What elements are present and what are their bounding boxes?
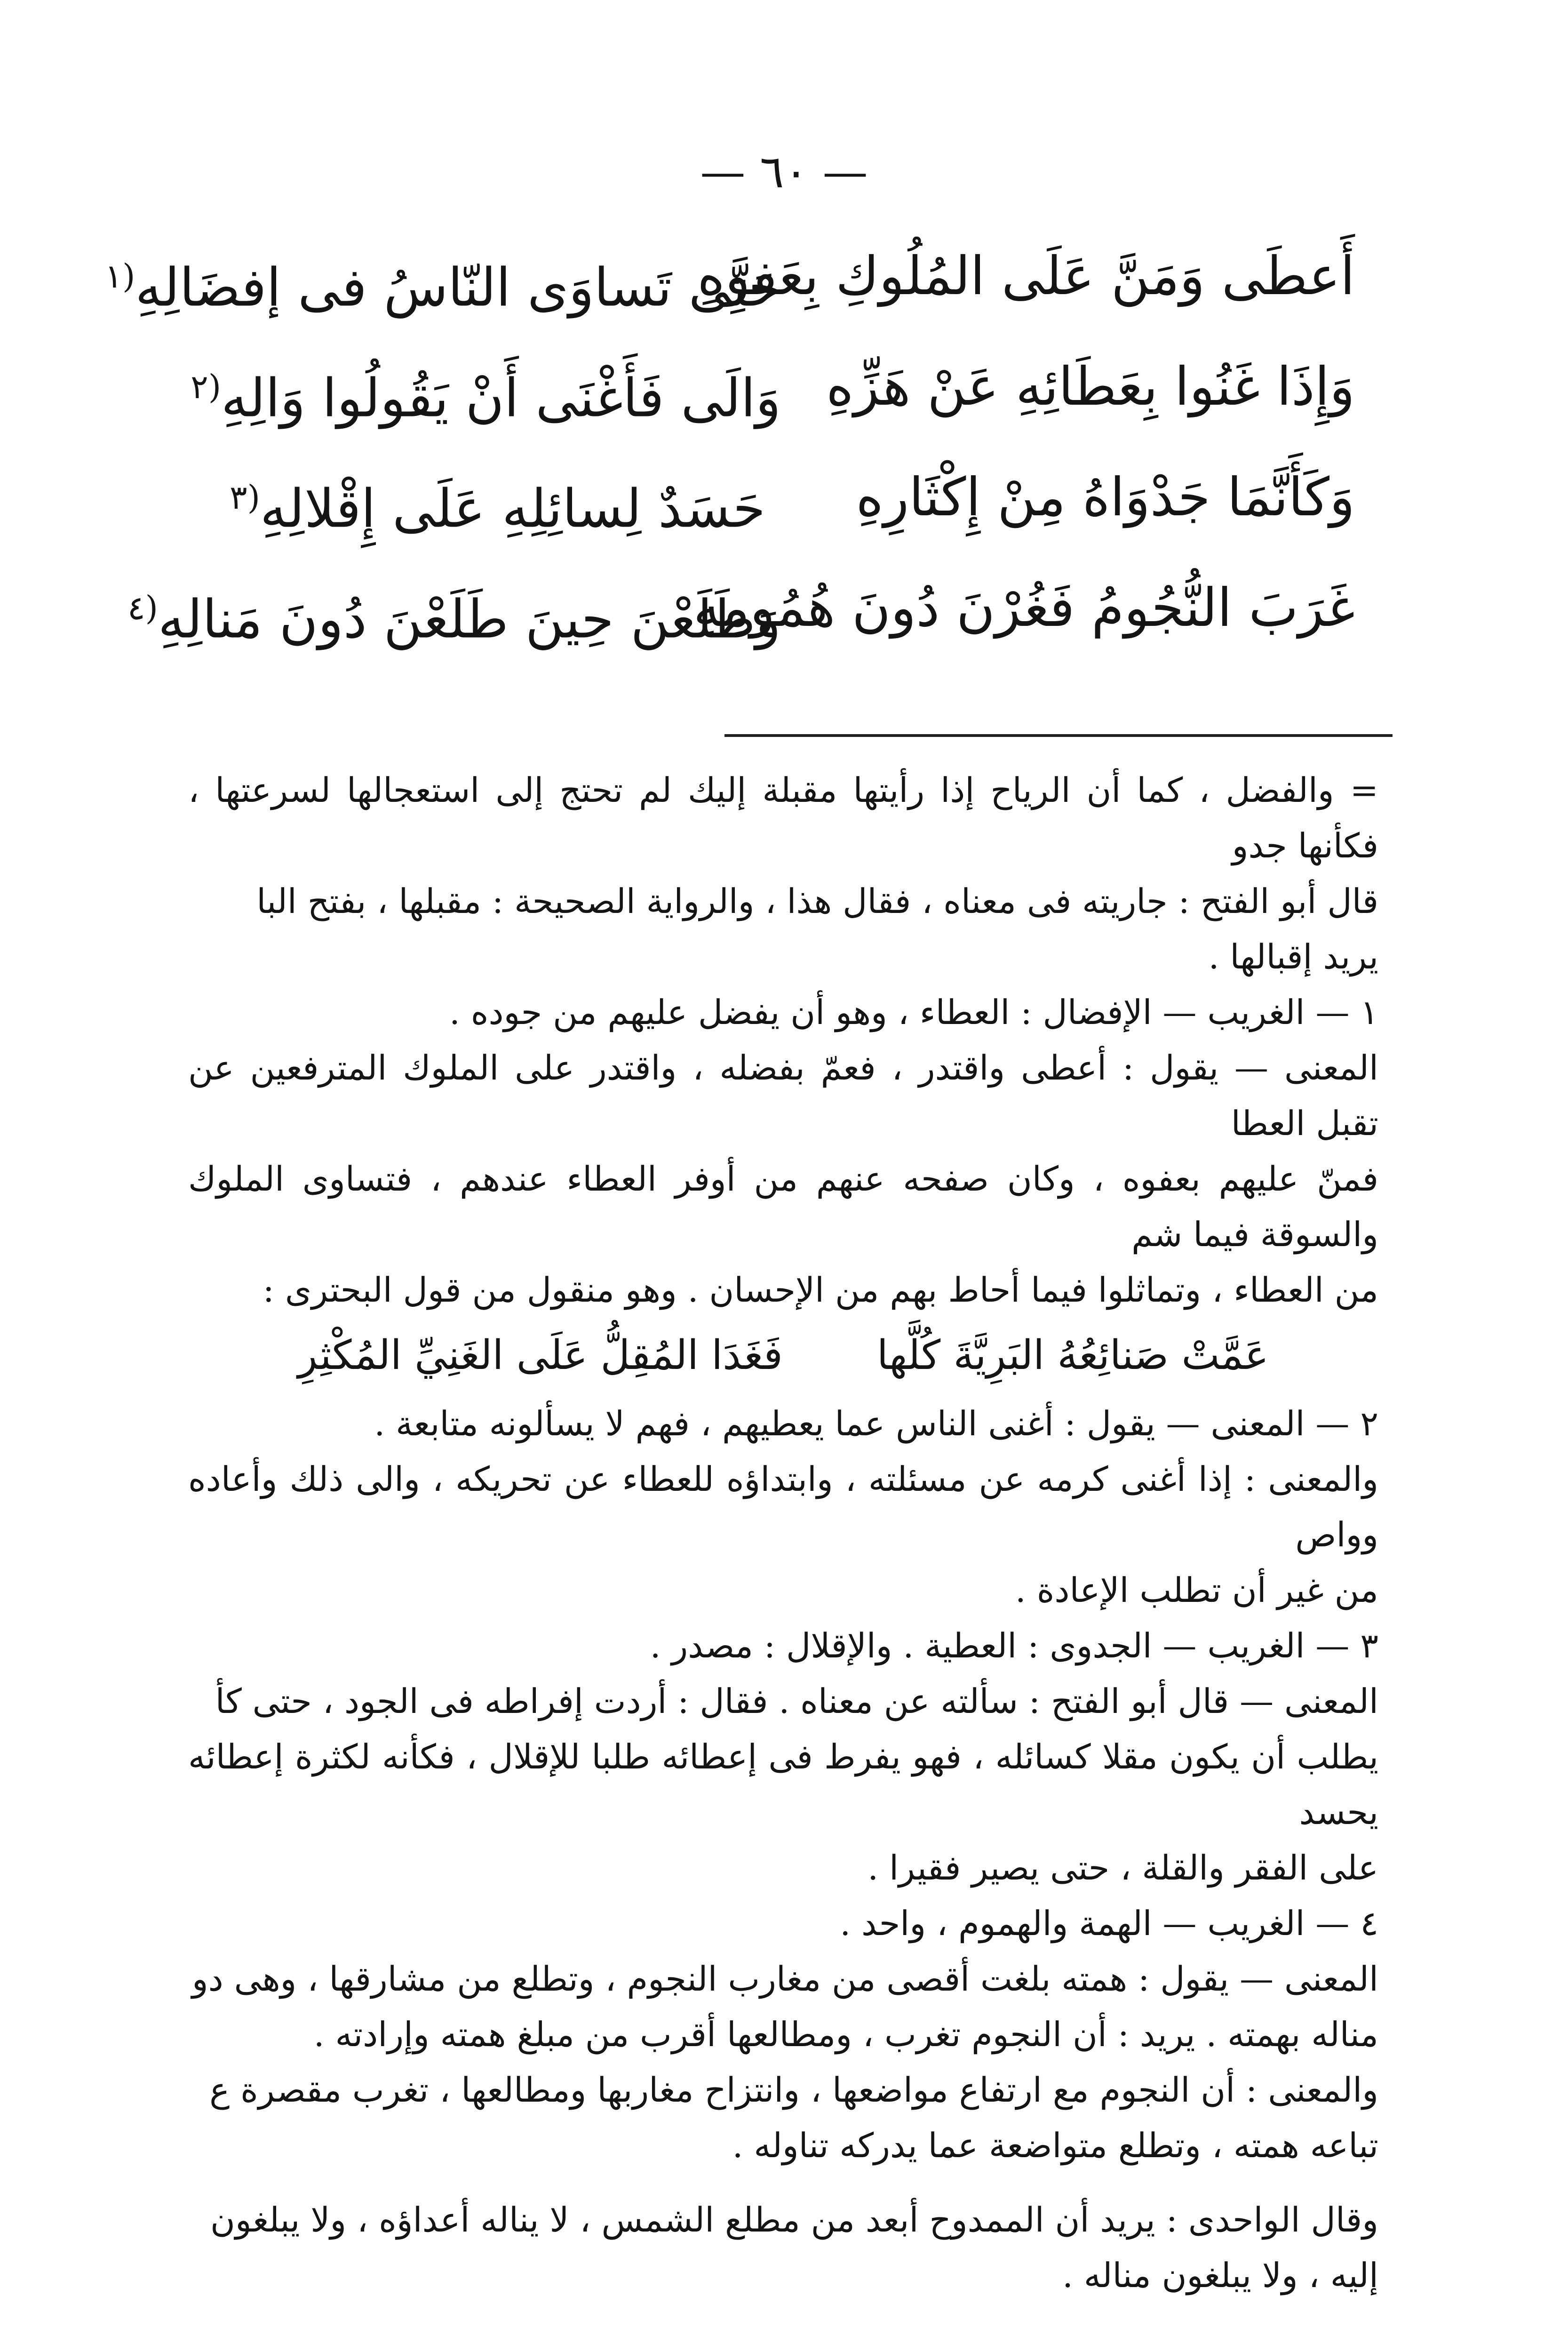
commentary-line: يريد إقبالها . — [1208, 937, 1378, 976]
commentary-line: يطلب أن يكون مقلا كسائله ، فهو يفرط فى إعطائه طلبا للإقلال ، فكأنه لكثرة إعطائه يحسد — [188, 1737, 1378, 1832]
verse-second-text: حَتَّى تَساوَى النّاسُ فى إفضَالِهِ — [135, 257, 781, 319]
verse-second-text: حَسَدٌ لِسائِلِهِ عَلَى إِقْلالِهِ — [260, 478, 766, 540]
paragraph-spacer — [188, 2173, 1378, 2192]
verse-second-text: وَالَى فَأَغْنَى أَنْ يَقُولُوا وَالِهِ — [221, 368, 781, 429]
commentary-line: إليه ، ولا يبلغون مناله . — [1062, 2256, 1378, 2295]
footnote-marker: (٤ — [127, 589, 158, 627]
commentary-line: المعنى — قال أبو الفتح : سألته عن معناه . فقال : أردت إفراطه فى الجود ، حتى كأ — [215, 1681, 1378, 1721]
commentary-line: فمنّ عليهم بعفوه ، وكان صفحه عنهم من أوفر العطاء عندهم ، فتساوى الملوك والسوقة فيما شم — [188, 1159, 1378, 1254]
verse-line — [104, 221, 1355, 332]
commentary-line: والمعنى : أن النجوم مع ارتفاع مواضعها ، وانتزاح مغاربها ومطالعها ، تغرب مقصرة ع — [209, 2070, 1378, 2110]
commentary-line: = والفضل ، كما أن الرياح إذا رأيتها مقبلة إليك لم تحتج إلى استعجالها لسرعتها ، فكأنها جدو — [188, 770, 1379, 865]
verse-first-hemistich: غَرَبَ النُّجُومُ فَغُرْنَ دُونَ هُمُومِهِ — [693, 577, 1355, 639]
quoted-verse-first: عَمَّتْ صَنائِعُهُ البَرِيَّةَ كُلَّها — [876, 1332, 1269, 1379]
page-number: — ٦٠ — — [700, 145, 868, 198]
commentary-line: من غير أن تطلب الإعادة . — [1015, 1570, 1378, 1610]
footnote-separator-rule — [724, 734, 1393, 737]
commentary-line: المعنى — يقول : أعطى واقتدر ، فعمّ بفضله ، واقتدر على الملوك المترفعين عن تقبل العطا — [188, 1048, 1378, 1143]
commentary-line: من العطاء ، وتماثلوا فيما أحاط بهم من الإحسان . وهو منقول من قول البحترى : — [263, 1270, 1378, 1310]
commentary-line: مناله بهمته . يريد : أن النجوم تغرب ، ومطالعها أقرب من مبلغ همته وإرادته . — [313, 2015, 1378, 2054]
poem — [104, 221, 1355, 664]
quoted-verse — [188, 1322, 1378, 1388]
verse-second-hemistich — [104, 221, 781, 343]
commentary-line: قال أبو الفتح : جاريته فى معناه ، فقال هذا ، والرواية الصحيحة : مقبلها ، بفتح البا — [256, 881, 1378, 921]
note-heading: ٢ — المعنى — يقول : أغنى الناس عما يعطيهم ، فهم لا يسألونه متابعة . — [374, 1404, 1378, 1443]
verse-first-hemistich: أَعطَى وَمَنَّ عَلَى المُلُوكِ بِعَفوِهِ — [697, 246, 1355, 307]
commentary-line: على الفقر والقلة ، حتى يصير فقيرا . — [868, 1848, 1378, 1888]
verse-second-hemistich — [226, 442, 781, 564]
commentary — [188, 762, 1378, 2303]
commentary-line: والمعنى : إذا أغنى كرمه عن مسئلته ، وابتداؤه للعطاء عن تحريكه ، والى ذلك وأعاده وواص — [188, 1459, 1378, 1554]
commentary-line: وقال الواحدى : يريد أن الممدوح أبعد من مطلع الشمس ، لا يناله أعداؤه ، ولا يبلغون — [210, 2200, 1378, 2240]
footnote-marker: (٢ — [191, 368, 221, 406]
note-heading: ١ — الغريب — الإفضال : العطاء ، وهو أن يفضل عليهم من جوده . — [449, 992, 1378, 1032]
verse-second-hemistich — [127, 553, 781, 675]
verse-line — [127, 553, 1355, 664]
commentary-line: المعنى — يقول : همته بلغت أقصى من مغارب النجوم ، وتطلع من مشارقها ، وهى دو — [191, 1959, 1378, 1999]
note-heading: ٣ — الغريب — الجدوى : العطية . والإقلال : مصدر . — [650, 1626, 1378, 1665]
verse-first-hemistich: وَإِذَا غَنُوا بِعَطَائِهِ عَنْ هَزِّهِ — [826, 356, 1355, 417]
verse-line — [191, 332, 1355, 442]
verse-line — [226, 442, 1355, 553]
verse-first-hemistich: وَكَأَنَّمَا جَدْوَاهُ مِنْ إِكْثَارِهِ — [856, 467, 1355, 528]
note-heading: ٤ — الغريب — الهمة والهموم ، واحد . — [840, 1904, 1378, 1943]
verse-second-hemistich — [191, 332, 781, 454]
footnote-marker: (٣ — [230, 478, 260, 517]
quoted-verse-second: فَغَدَا المُقِلُّ عَلَى الغَنِيِّ المُكْثِرِ — [298, 1332, 783, 1379]
footnote-marker: (١ — [104, 257, 135, 296]
commentary-line: تباعه همته ، وتطلع متواضعة عما يدركه تناوله . — [732, 2126, 1378, 2165]
verse-second-text: وَطَلَعْنَ حِينَ طَلَعْنَ دُونَ مَنالِهِ — [158, 589, 781, 650]
